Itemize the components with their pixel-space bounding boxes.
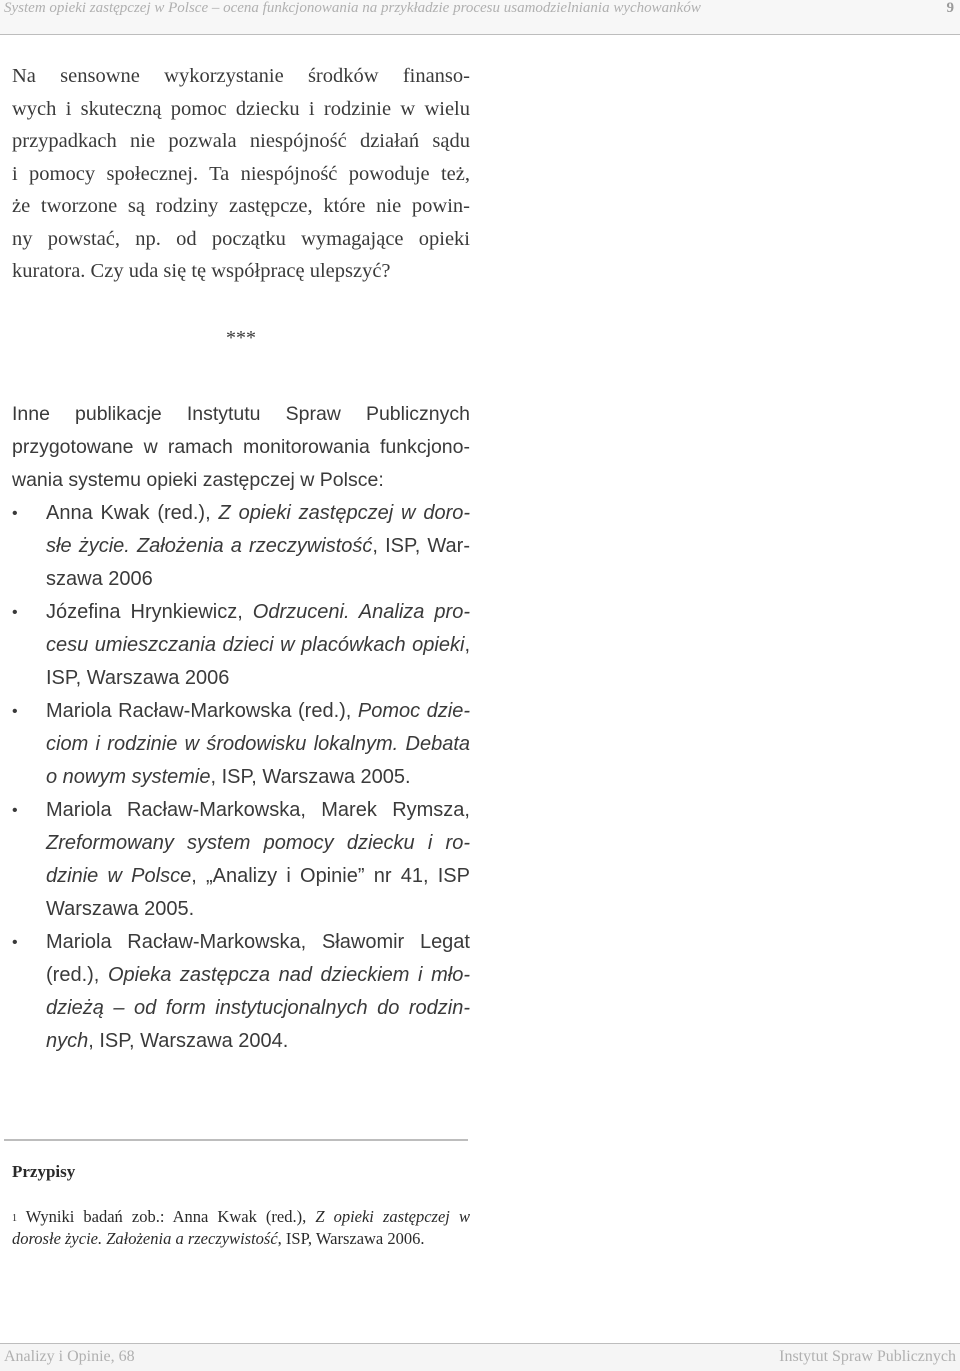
footer-publisher: Instytut Spraw Publicznych: [779, 1348, 956, 1365]
footnote-text: , ISP, Warszawa 2006.: [277, 1229, 425, 1248]
publication-title-text: nych: [46, 1030, 89, 1052]
publication-text: , ISP, Warszawa 2005.: [210, 766, 411, 788]
publication-line: [46, 926, 470, 959]
footnote-item: [12, 1206, 470, 1250]
publication-line: [46, 761, 470, 794]
running-header-title: System opieki zastępczej w Polsce – ocena funkcjonowania na przykładzie procesu usamodzielniania wychowanków: [4, 0, 701, 16]
publication-line: [46, 629, 470, 662]
bullet-icon: •: [12, 934, 18, 951]
footnote-text: Wyniki badań zob.: Anna Kwak (red.),: [17, 1207, 316, 1226]
paragraph-line: Na sensowne wykorzystanie środków finanso-: [12, 65, 470, 87]
publication-item: [12, 497, 470, 596]
publication-text: , ISP, War-: [372, 535, 470, 557]
publication-line: [46, 596, 470, 629]
publication-title-text: Odrzuceni. Analiza pro-: [252, 601, 470, 623]
publication-line: [46, 860, 470, 893]
footnote-title-text: Z opieki zastępczej w dorosłe życie. Założenia a rzeczywistość: [12, 1207, 470, 1248]
footnote-divider: [4, 1139, 468, 1141]
publication-text: Mariola Racław-Markowska, Marek Rymsza,: [46, 799, 470, 821]
publication-line: [46, 827, 470, 860]
publication-item: [12, 926, 470, 1058]
publication-title-text: o nowym systemie: [46, 766, 211, 788]
intro-line: Inne publikacje Instytutu Spraw Publicznych: [12, 403, 470, 425]
publication-title-text: Zreformowany system pomocy dziecku i ro-: [46, 832, 470, 854]
publications-list: [12, 497, 470, 1058]
publication-item: [12, 794, 470, 926]
publication-item: [12, 596, 470, 695]
paragraph-line: wych i skuteczną pomoc dziecku i rodzinie w wielu: [12, 97, 470, 120]
intro-line: wania systemu opieki zastępczej w Polsce:: [12, 469, 384, 491]
publication-line: [46, 794, 470, 827]
publication-line: [46, 563, 470, 596]
footnote-number: 1: [12, 1213, 17, 1224]
paragraph-line: przypadkach nie pozwala niespójność działań sądu: [12, 130, 470, 152]
publication-line: [46, 959, 470, 992]
publication-line: [46, 893, 470, 926]
publication-line: [46, 695, 470, 728]
intro-line: przygotowane w ramach monitorowania funkcjono-: [12, 436, 470, 458]
bullet-icon: •: [12, 802, 18, 819]
publications-intro: [12, 398, 470, 497]
footnotes-heading: Przypisy: [12, 1162, 76, 1181]
publication-text: , ISP, Warszawa 2004.: [88, 1030, 289, 1052]
publication-line: [46, 992, 470, 1025]
running-footer: [0, 1343, 960, 1371]
running-header: [0, 0, 960, 35]
publication-text: , „Analizy i Opinie” nr 41, ISP: [191, 865, 470, 887]
publication-title-text: słe życie. Założenia a rzeczywistość: [46, 535, 373, 557]
publication-text: szawa 2006: [46, 568, 153, 590]
publication-text: Józefina Hrynkiewicz,: [46, 601, 253, 623]
publication-title-text: Z opieki zastępczej w doro-: [218, 502, 471, 524]
publication-line: [46, 530, 470, 563]
paragraph-line: kuratora. Czy uda się tę współpracę ulepszyć?: [12, 260, 391, 282]
section-separator: ***: [226, 327, 256, 349]
publication-line: [46, 497, 470, 530]
bullet-icon: •: [12, 703, 18, 720]
publication-text: (red.),: [46, 964, 108, 986]
publication-title-text: Opieka zastępcza nad dzieckiem i mło-: [107, 964, 470, 986]
publication-title-text: ciom i rodzinie w środowisku lokalnym. Debata: [46, 733, 470, 755]
publication-text: Mariola Racław-Markowska (red.),: [46, 700, 358, 722]
publication-line: [46, 662, 470, 695]
paragraph-line: że tworzone są rodziny zastępcze, które nie powin-: [12, 195, 470, 217]
publication-text: Mariola Racław-Markowska, Sławomir Legat: [46, 931, 470, 953]
paragraph-line: i pomocy społecznej. Ta niespójność powoduje też,: [12, 162, 470, 185]
publication-text: Anna Kwak (red.),: [46, 502, 219, 524]
body-paragraph: [12, 60, 470, 288]
publication-line: [46, 1025, 470, 1058]
page-number: 9: [946, 0, 954, 16]
publication-title-text: Pomoc dzie-: [357, 700, 470, 722]
bullet-icon: •: [12, 505, 18, 522]
publication-item: [12, 695, 470, 794]
publication-text: ,: [464, 634, 470, 656]
publication-title-text: dzinie w Polsce: [46, 865, 192, 887]
publication-title-text: dzieżą – od form instytucjonalnych do rodzin-: [46, 997, 470, 1019]
bullet-icon: •: [12, 604, 18, 621]
footer-publication: Analizy i Opinie, 68: [4, 1348, 135, 1365]
paragraph-line: ny powstać, np. od początku wymagające opieki: [12, 227, 470, 250]
publication-title-text: cesu umieszczania dzieci w placówkach opieki: [46, 634, 465, 656]
publication-line: [46, 728, 470, 761]
publication-text: ISP, Warszawa 2006: [46, 667, 230, 689]
publication-text: Warszawa 2005.: [46, 898, 195, 920]
